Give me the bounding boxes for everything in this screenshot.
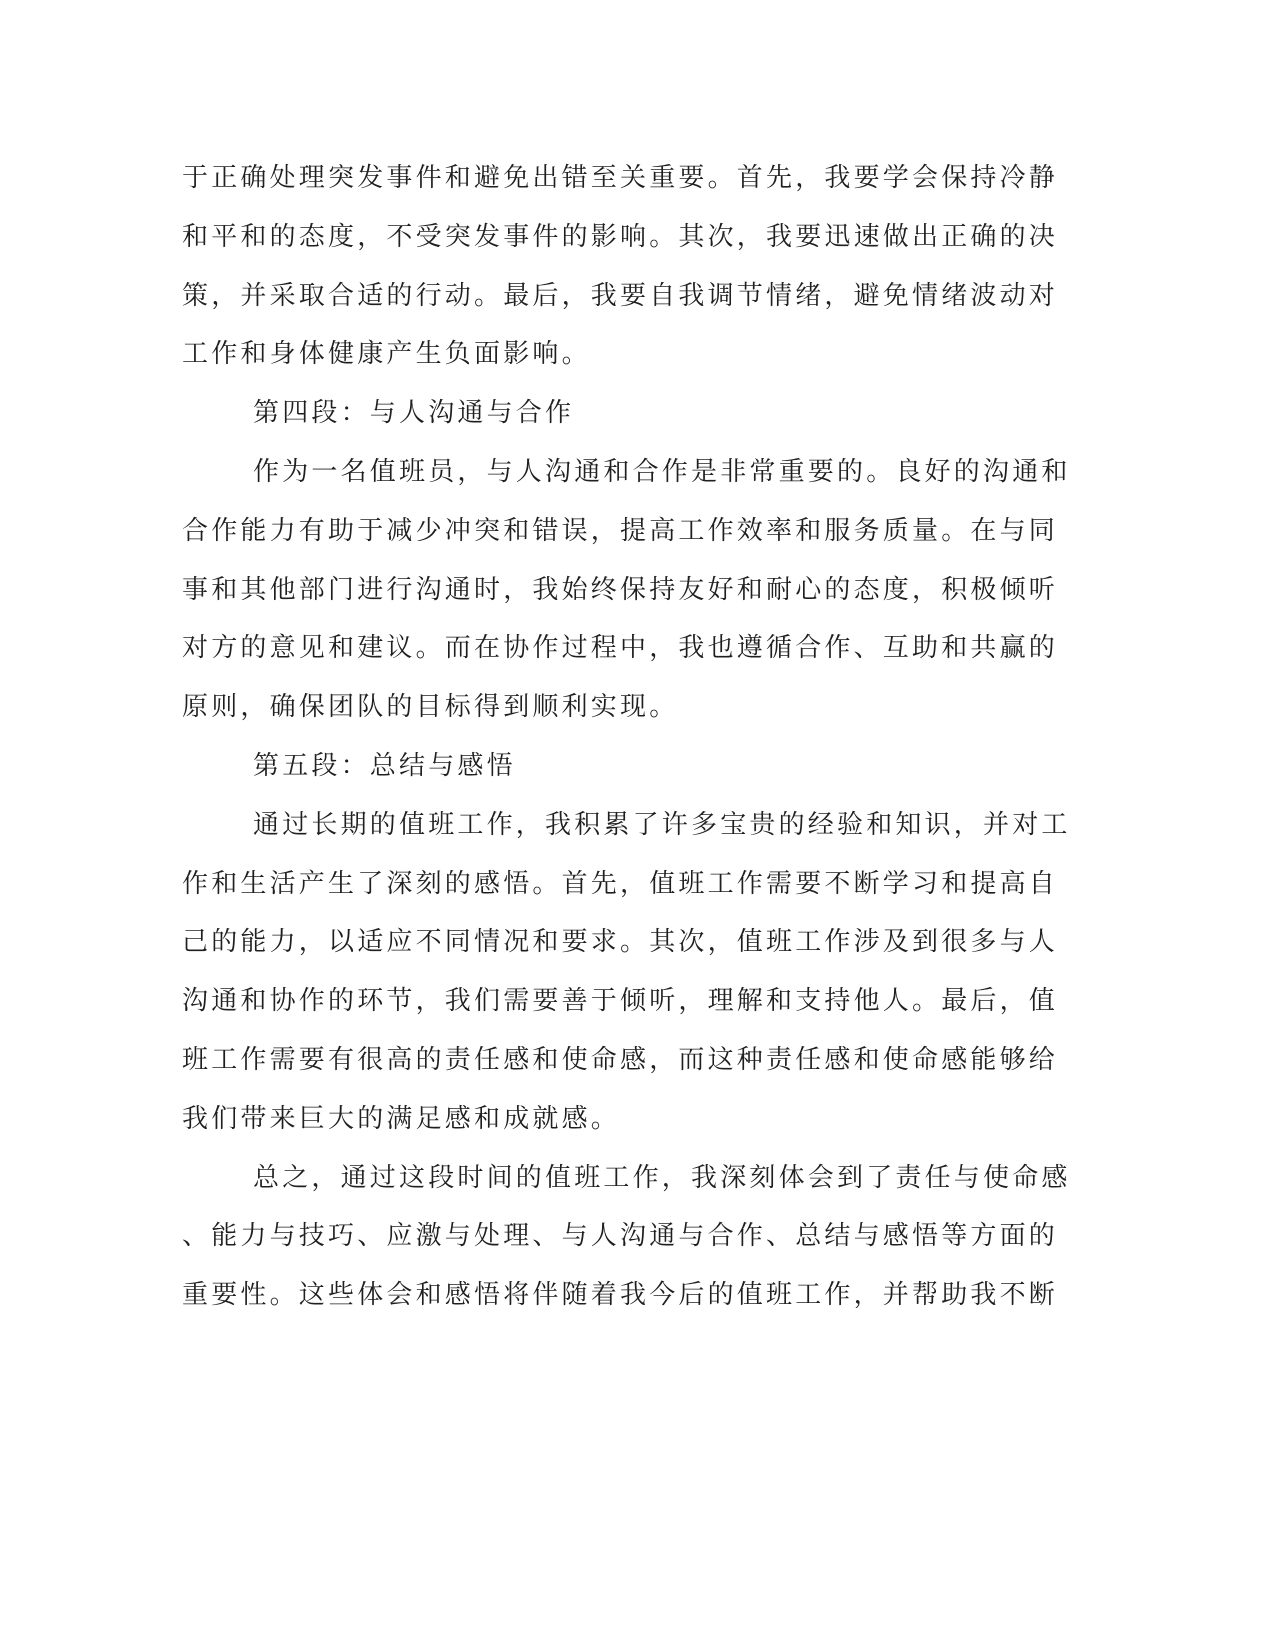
- text-line: 于正确处理突发事件和避免出错至关重要。首先，我要学会保持冷静: [182, 163, 1059, 193]
- document-body: [182, 149, 1071, 1325]
- text-line: 通过长期的值班工作，我积累了许多宝贵的经验和知识，并对工: [253, 809, 1071, 840]
- text-line: 重要性。这些体会和感悟将伴随着我今后的值班工作，并帮助我不断: [182, 1280, 1059, 1311]
- text-line: 我们带来巨大的满足感和成就感。: [182, 1103, 621, 1134]
- text-line: 事和其他部门进行沟通时，我始终保持友好和耐心的态度，积极倾听: [182, 574, 1059, 605]
- text-line: 对方的意见和建议。而在协作过程中，我也遵循合作、互助和共赢的: [182, 633, 1059, 664]
- text-line: 策，并采取合适的行动。最后，我要自我调节情绪，避免情绪波动对: [182, 280, 1059, 311]
- text-line: 沟通和协作的环节，我们需要善于倾听，理解和支持他人。最后，值: [182, 986, 1059, 1017]
- text-line: 合作能力有助于减少冲突和错误，提高工作效率和服务质量。在与同: [182, 515, 1059, 546]
- text-line: 、能力与技巧、应激与处理、与人沟通与合作、总结与感悟等方面的: [182, 1221, 1059, 1252]
- text-line: 作为一名值班员，与人沟通和合作是非常重要的。良好的沟通和: [253, 456, 1071, 487]
- text-line: 总之，通过这段时间的值班工作，我深刻体会到了责任与使命感: [253, 1162, 1071, 1193]
- text-line: 原则，确保团队的目标得到顺利实现。: [182, 692, 679, 723]
- text-line: 己的能力，以适应不同情况和要求。其次，值班工作涉及到很多与人: [182, 927, 1059, 958]
- text-line: 作和生活产生了深刻的感悟。首先，值班工作需要不断学习和提高自: [182, 868, 1059, 899]
- section-heading: 第四段：与人沟通与合作: [253, 398, 575, 429]
- text-line: 和平和的态度，不受突发事件的影响。其次，我要迅速做出正确的决: [182, 221, 1059, 252]
- text-line: 工作和身体健康产生负面影响。: [182, 339, 591, 370]
- text-line: 班工作需要有很高的责任感和使命感，而这种责任感和使命感能够给: [182, 1044, 1059, 1075]
- section-heading: 第五段：总结与感悟: [253, 750, 516, 781]
